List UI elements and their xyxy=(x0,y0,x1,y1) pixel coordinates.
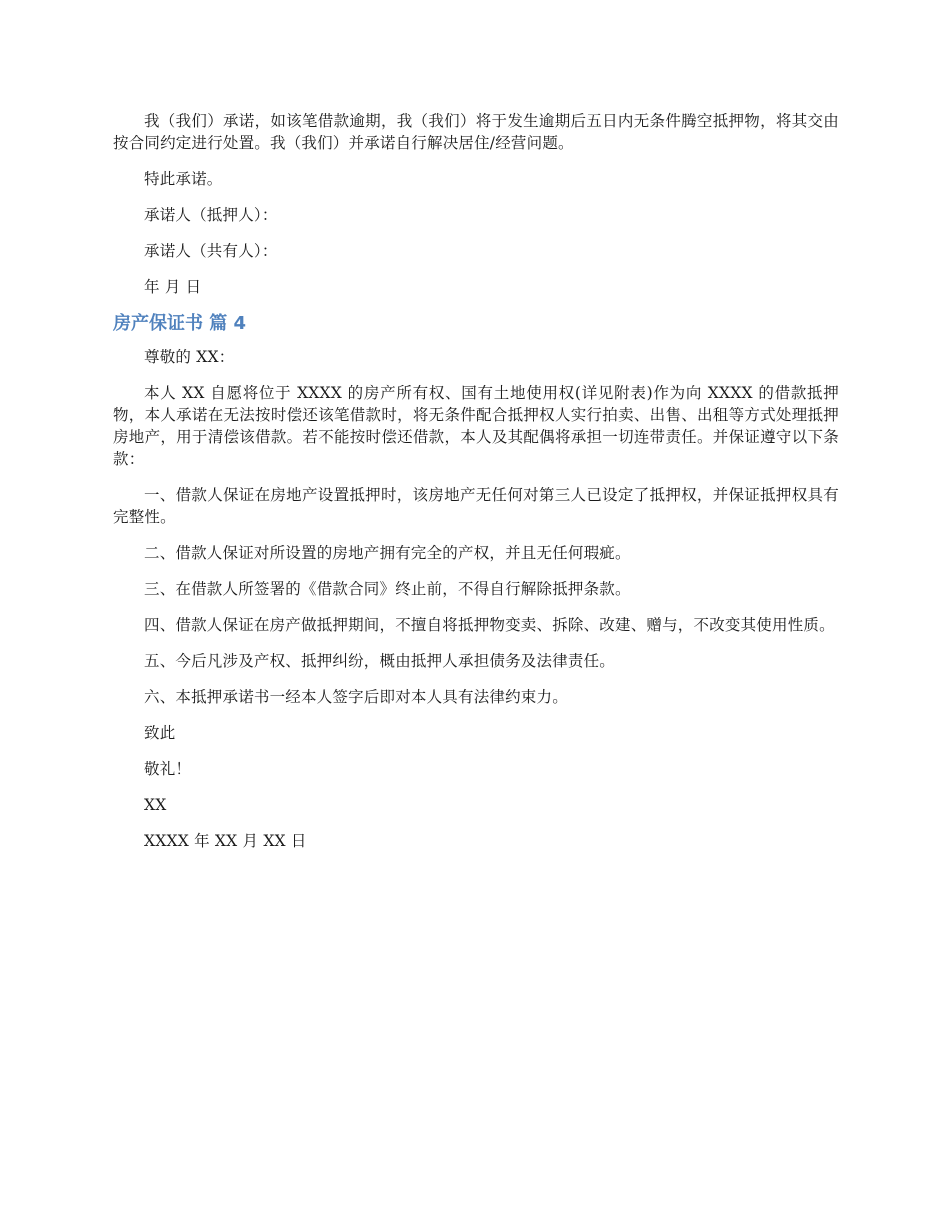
signature-name: XX xyxy=(144,796,167,814)
signature-date: XXXX 年 XX 月 XX 日 xyxy=(144,832,307,850)
section-heading: 房产保证书 篇 4 xyxy=(113,313,247,334)
promise-paragraph: 我（我们）承诺，如该笔借款逾期，我（我们）将于发生逾期后五日内无条件腾空抵押物，将其交由 按合同约定进行处置。我（我们）并承诺自行解决居住/经营问题。 xyxy=(113,112,839,152)
closing-salute: 敬礼！ xyxy=(144,760,192,778)
clause-4: 四、借款人保证在房产做抵押期间，不擅自将抵押物变卖、拆除、改建、赠与，不改变其使用性质。 xyxy=(144,616,835,634)
salutation: 尊敬的 XX： xyxy=(144,348,235,366)
clause-2: 二、借款人保证对所设置的房地产拥有完全的产权，并且无任何瑕疵。 xyxy=(144,544,631,562)
clause-1: 一、借款人保证在房地产设置抵押时，该房地产无任何对第三人已设定了抵押权，并保证抵押权具有完整性。 xyxy=(113,486,839,526)
closing-regards: 致此 xyxy=(144,724,176,742)
closing-phrase: 特此承诺。 xyxy=(144,170,223,188)
signer-mortgagor: 承诺人（抵押人）： xyxy=(144,206,278,224)
document-page xyxy=(113,110,839,866)
intro-paragraph: 本人 XX 自愿将位于 XXXX 的房产所有权、国有土地使用权(详见附表)作为向 XXXX 的借款抵押物，本人承诺在无法按时偿还该笔借款时，将无条件配合抵押权人实行拍卖、出售、出租等方式处理抵押房地产，用于清偿该借款。若不能按时偿还借款，本人及其配偶将承担一切连带责任。并保证遵守以下条款： xyxy=(113,384,839,468)
clause-5: 五、今后凡涉及产权、抵押纠纷，概由抵押人承担债务及法律责任。 xyxy=(144,652,616,670)
date-line: 年 月 日 xyxy=(144,278,202,296)
clause-3: 三、在借款人所签署的《借款合同》终止前，不得自行解除抵押条款。 xyxy=(144,580,631,598)
clause-6: 六、本抵押承诺书一经本人签字后即对本人具有法律约束力。 xyxy=(144,688,568,706)
signer-coowner: 承诺人（共有人）： xyxy=(144,242,278,260)
